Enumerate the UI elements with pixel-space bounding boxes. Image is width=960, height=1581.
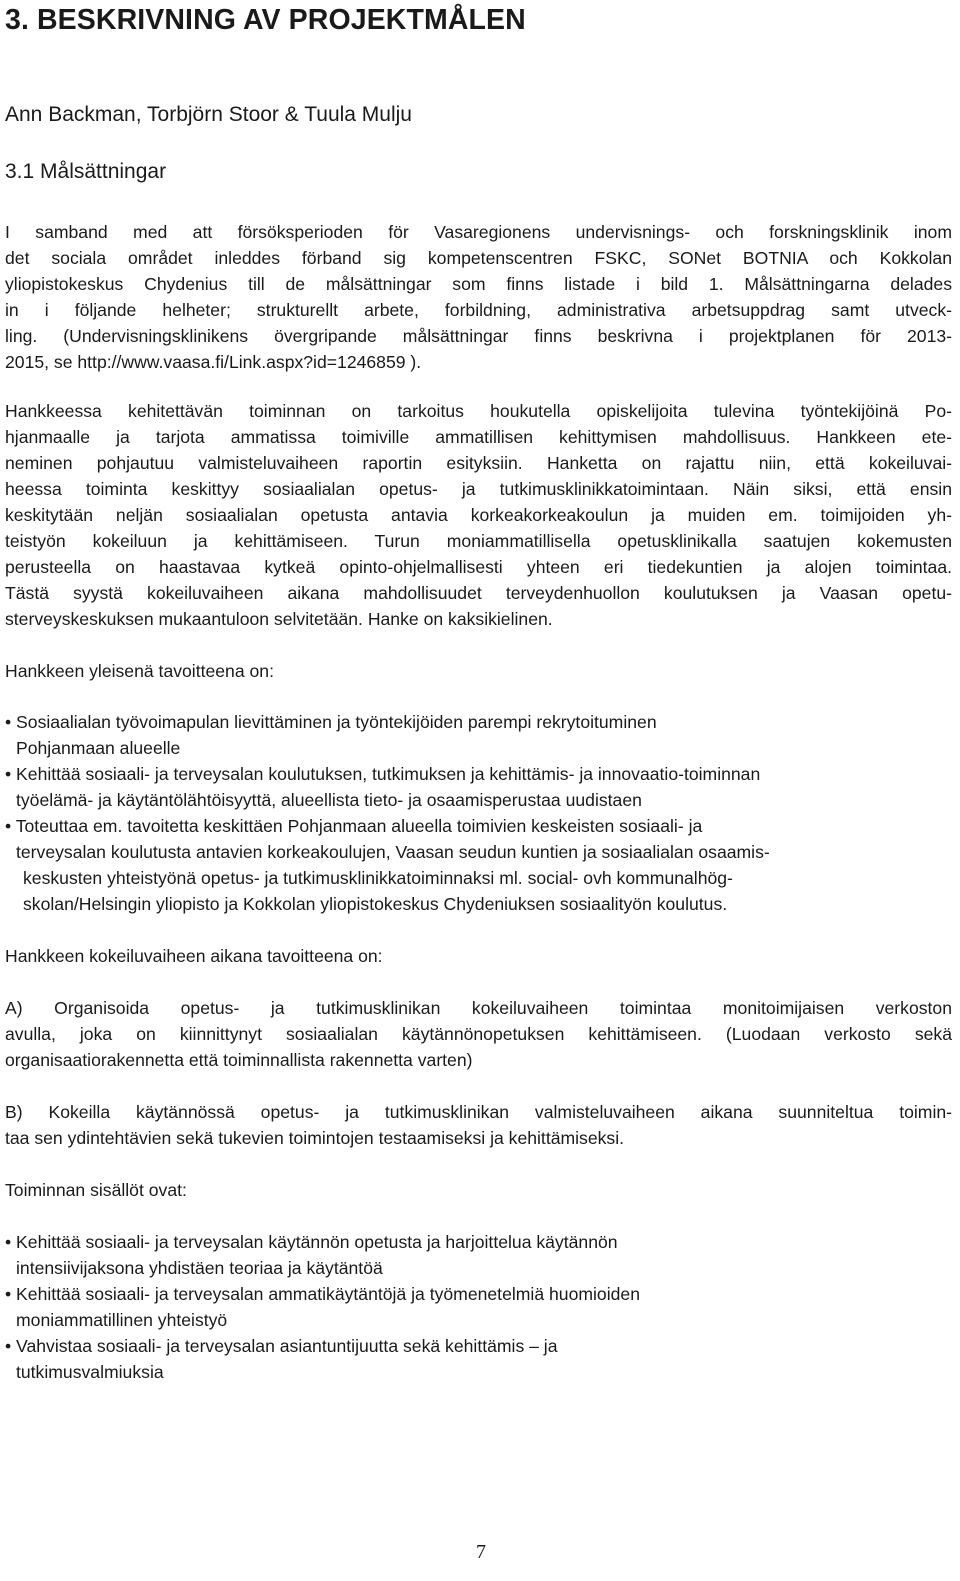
trial-goals-label xyxy=(5,943,952,969)
list-item: • Toteuttaa em. tavoitetta keskittäen Pohjanmaan alueella toimivien keskeisten sosiaali- ja xyxy=(5,816,703,836)
text-line: ling. (Undervisningsklinikens övergripande målsättningar finns beskrivna i projektplanen för 2013- xyxy=(5,326,952,346)
text-line: Hankkeessa kehitettävän toiminnan on tarkoitus houkutella opiskelijoita tulevina työntekijöinä Po- xyxy=(5,401,952,421)
list-item-continuation: keskusten yhteistyönä opetus- ja tutkimusklinikkatoiminnaksi ml. social- ovh kommunalhög- xyxy=(23,868,733,888)
list-item: • Kehittää sosiaali- ja terveysalan ammatikäytäntöjä ja työmenetelmiä huomioiden xyxy=(5,1284,640,1304)
contents-label xyxy=(5,1177,952,1203)
list-item: • Vahvistaa sosiaali- ja terveysalan asiantuntijuutta sekä kehittämis – ja xyxy=(5,1336,558,1356)
list-item-continuation: terveysalan koulutusta antavien korkeakoulujen, Vaasan seudun kuntien ja sosiaalialan osaamis- xyxy=(16,842,770,862)
authors-line: Ann Backman, Torbjörn Stoor & Tuula Mulju xyxy=(5,103,412,126)
list-item-continuation: intensiivijaksona yhdistäen teoriaa ja käytäntöä xyxy=(16,1258,383,1278)
text-line: heessa toiminta keskittyy sosiaalialan opetus- ja tutkimusklinikkatoimintaan. Näin siksi, että ensin xyxy=(5,479,952,499)
list-item: • Kehittää sosiaali- ja terveysalan käytännön opetusta ja harjoittelua käytännön xyxy=(5,1232,618,1252)
text-line: perusteella on haastavaa kytkeä opinto-ohjelmallisesti yhteen eri tiedekuntien ja alojen toimintaa. xyxy=(5,557,952,577)
text-line: neminen pohjautuu valmisteluvaiheen raportin esityksiin. Hanketta on rajattu niin, että kokeiluvai- xyxy=(5,453,952,473)
text-line: 2015, se http://www.vaasa.fi/Link.aspx?id=1246859 ). xyxy=(5,352,422,372)
list-item-continuation: skolan/Helsingin yliopisto ja Kokkolan yliopistokeskus Chydeniuksen sosiaalityön koulutus. xyxy=(23,894,728,914)
list-item: • Sosiaalialan työvoimapulan lievittäminen ja työntekijöiden parempi rekrytoituminen xyxy=(5,712,657,732)
text-line: teistyön kokeiluun ja kehittämiseen. Turun moniammatillisella opetusklinikalla saatujen kokemusten xyxy=(5,531,952,551)
text-line: keskitytään neljän sosiaalialan opetusta antavia korkeakorkeakoulun ja muiden em. toimijoiden yh- xyxy=(5,505,952,525)
text-line: in i följande helheter; strukturellt arbete, forbildning, administrativa arbetsuppdrag samt utveck- xyxy=(5,300,952,320)
text-line: taa sen ydintehtävien sekä tukevien toimintojen testaamiseksi ja kehittämiseksi. xyxy=(5,1128,625,1148)
text-line: avulla, joka on kiinnittynyt sosiaalialan käytännönopetuksen kehittämiseen. (Luodaan verkosto sekä xyxy=(5,1024,952,1044)
text-line: Hankkeen kokeiluvaiheen aikana tavoitteena on: xyxy=(5,946,383,966)
subsection-heading: 3.1 Målsättningar xyxy=(5,160,167,183)
list-item-continuation: työelämä- ja käytäntölähtöisyyttä, alueellista tieto- ja osaamisperustaa uudistaen xyxy=(16,790,642,810)
text-line: A) Organisoida opetus- ja tutkimusklinikan kokeiluvaiheen toimintaa monitoimijaisen verkoston xyxy=(5,998,952,1018)
text-line: sterveyskeskuksen mukaantuloon selvitetään. Hanke on kaksikielinen. xyxy=(5,609,553,629)
list-item: • Kehittää sosiaali- ja terveysalan koulutuksen, tutkimuksen ja kehittämis- ja innovaatio-toiminnan xyxy=(5,764,761,784)
text-line: I samband med att försöksperioden för Vasaregionens undervisnings- och forskningsklinik inom xyxy=(5,222,952,242)
list-item-continuation: moniammatillinen yhteistyö xyxy=(16,1310,228,1330)
text-line: B) Kokeilla käytännössä opetus- ja tutkimusklinikan valmisteluvaiheen aikana suunniteltua toimin- xyxy=(5,1102,952,1122)
text-line: organisaatiorakennetta että toiminnallista rakennetta varten) xyxy=(5,1050,473,1070)
list-item-continuation: tutkimusvalmiuksia xyxy=(16,1362,164,1382)
text-line: Toiminnan sisällöt ovat: xyxy=(5,1180,187,1200)
paragraph-swedish xyxy=(5,219,952,375)
text-line: Hankkeen yleisenä tavoitteena on: xyxy=(5,661,274,681)
section-heading: 3. BESKRIVNING AV PROJEKTMÅLEN xyxy=(5,4,526,36)
text-line: Tästä syystä kokeiluvaiheen aikana mahdollisuudet terveydenhuollon koulutuksen ja Vaasan opetu- xyxy=(5,583,952,603)
contents-list xyxy=(5,1229,952,1385)
text-line: hjanmaalle ja tarjota ammatissa toimiville ammatillisen kehittymisen mahdollisuus. Hankkeen ete- xyxy=(5,427,952,447)
paragraph-finnish xyxy=(5,398,952,632)
list-item-continuation: Pohjanmaan alueelle xyxy=(16,738,181,758)
general-goals-label xyxy=(5,658,952,684)
text-line: det sociala området inleddes förband sig kompetenscentren FSKC, SONet BOTNIA och Kokkolan xyxy=(5,248,952,268)
text-line: yliopistokeskus Chydenius till de målsättningar som finns listade i bild 1. Målsättningarna delades xyxy=(5,274,952,294)
goal-b-paragraph xyxy=(5,1099,952,1151)
goal-a-paragraph xyxy=(5,995,952,1073)
general-goals-list xyxy=(5,709,952,917)
page-number: 7 xyxy=(476,1541,486,1563)
